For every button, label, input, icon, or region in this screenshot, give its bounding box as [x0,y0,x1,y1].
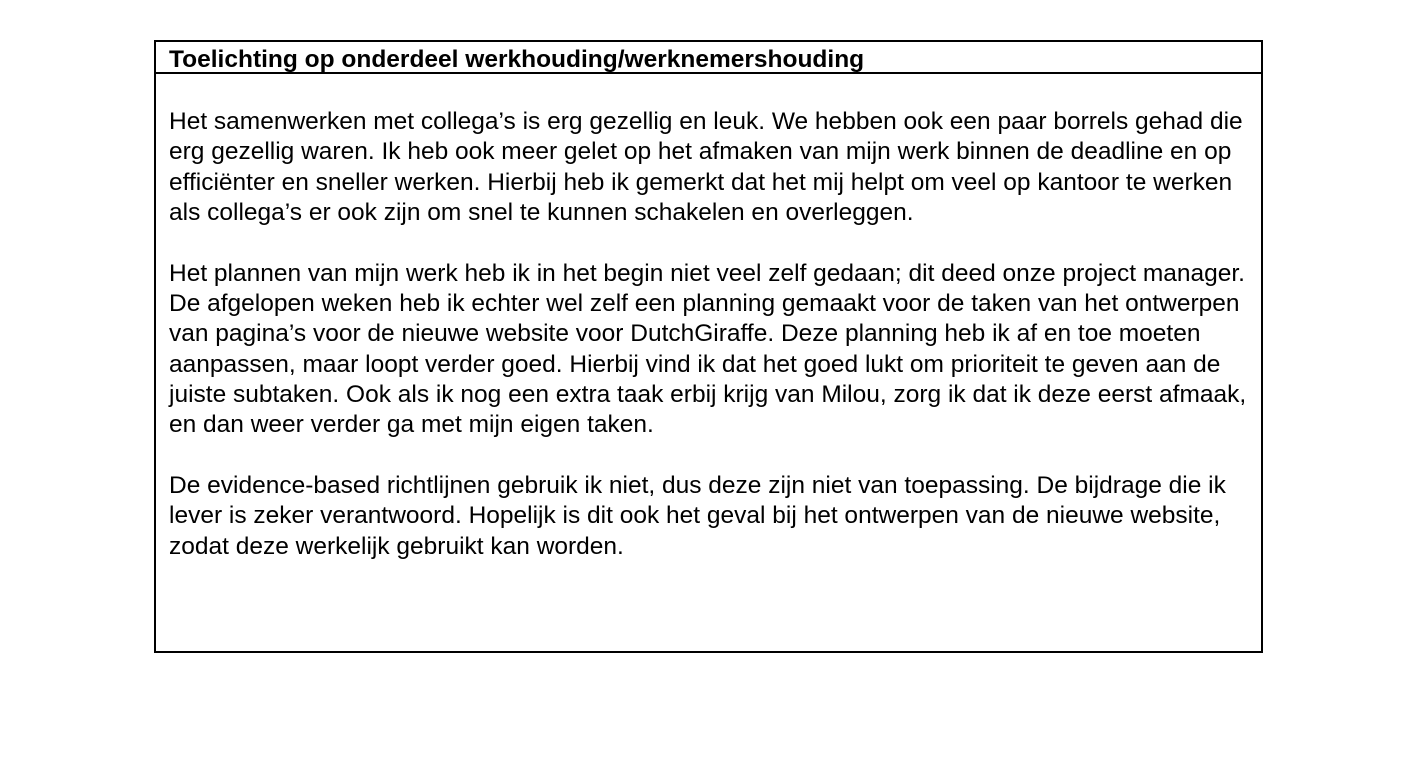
section-heading: Toelichting op onderdeel werkhouding/werknemershouding [156,42,1261,74]
explanation-table [154,40,1263,653]
paragraph-planning: Het plannen van mijn werk heb ik in het begin niet veel zelf gedaan; dit deed onze project manager. De afgelopen weken heb ik echter wel zelf een planning gemaakt voor de taken van het ontwerpen van pagina’s voor de nieuwe website voor DutchGiraffe. Deze planning heb ik af en toe moeten aanpassen, maar loopt verder goed. Hierbij vind ik dat het goed lukt om prioriteit te geven aan de juiste subtaken. Ook als ik nog een extra taak erbij krijg van Milou, zorg ik dat ik deze eerst afmaak, en dan weer verder ga met mijn eigen taken. [169,259,1247,439]
section-body [156,74,1261,562]
paragraph-collaboration: Het samenwerken met collega’s is erg gezellig en leuk. We hebben ook een paar borrels gehad die erg gezellig waren. Ik heb ook meer gelet op het afmaken van mijn werk binnen de deadline en op efficiënter en sneller werken. Hierbij heb ik gemerkt dat het mij helpt om veel op kantoor te werken als collega’s er ook zijn om snel te kunnen schakelen en overleggen. [169,108,1243,226]
paragraph-guidelines: De evidence-based richtlijnen gebruik ik niet, dus deze zijn niet van toepassing. De bijdrage die ik lever is zeker verantwoord. Hopelijk is dit ook het geval bij het ontwerpen van de nieuwe website, zodat deze werkelijk gebruikt kan worden. [169,471,1226,560]
